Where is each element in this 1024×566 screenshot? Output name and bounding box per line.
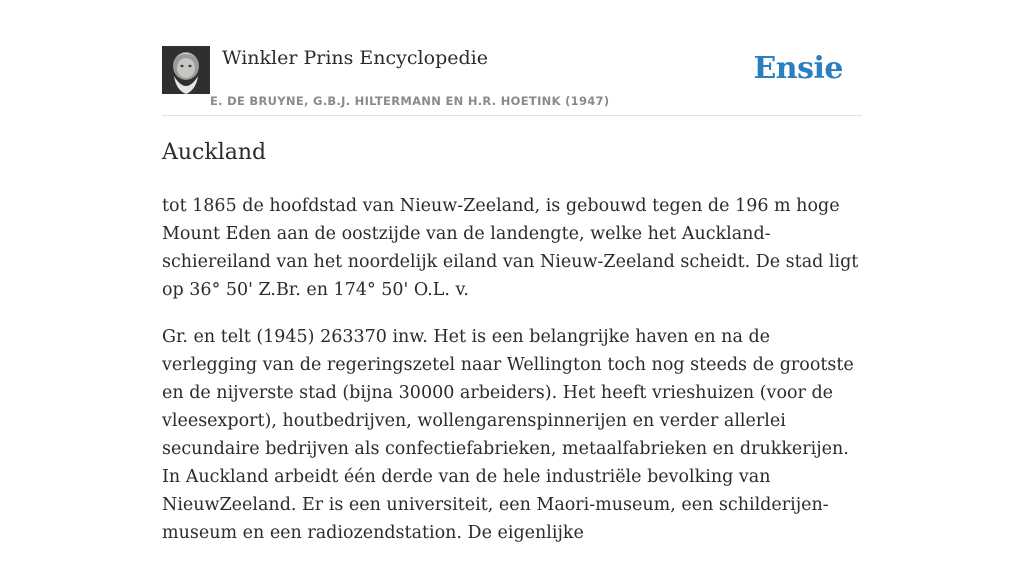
article-paragraph: tot 1865 de hoofdstad van Nieuw-Zeeland, is gebouwd tegen de 196 m hoge Mount Eden aan de oostzijde van de landengte, welke het Auckland-schiereiland van het noordelijk eiland van Nieuw-Zeeland scheidt. De stad ligt op 36° 50' Z.Br. en 174° 50' O.L. v. — [162, 196, 859, 300]
authors-byline: E. DE BRUYNE, G.B.J. HILTERMANN EN H.R. HOETINK (1947) — [210, 94, 610, 108]
page-header — [162, 46, 862, 116]
article-body — [162, 192, 862, 566]
author-portrait-icon — [162, 46, 210, 94]
site-title[interactable]: Winkler Prins Encyclopedie — [222, 47, 488, 69]
brand-logo-link[interactable]: Ensie — [753, 51, 843, 86]
article-paragraph: Gr. en telt (1945) 263370 inw. Het is een belangrijke haven en na de verlegging van de regeringszetel naar Wellington toch nog steeds de grootste en de nijverste stad (bijna 30000 arbeiders). Het heeft vrieshuizen (voor de vleesexport), houtbedrijven, wollengarenspinnerijen en verder allerlei secundaire bedrijven als confectiefabrieken, metaalfabrieken en drukkerijen. In Auckland arbeidt één derde van de hele industriële bevolking van NieuwZeeland. Er is een universiteit, een Maori-museum, een schilderijen-museum en een radiozendstation. De eigenlijke — [162, 327, 854, 543]
article-title: Auckland — [162, 140, 267, 165]
